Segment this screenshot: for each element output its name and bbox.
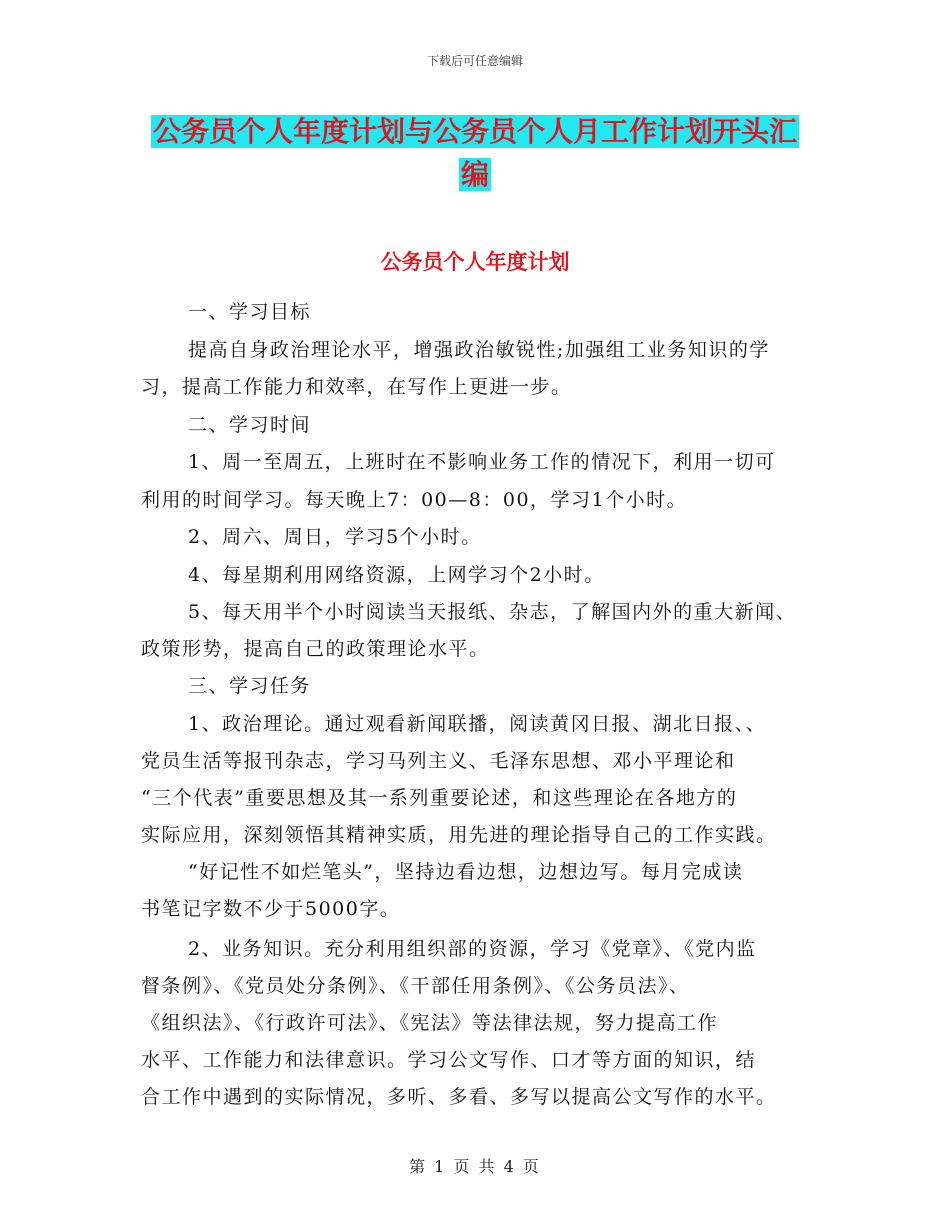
heading-study-tasks: 三、学习任务: [188, 675, 312, 697]
paragraph-line: 2、业务知识。充分利用组织部的资源，学习《党章》、《党内监: [188, 938, 757, 960]
section-subtitle: 公务员个人年度计划: [380, 250, 570, 274]
paragraph-line: 4、每星期利用网络资源，上网学习个2小时。: [188, 564, 605, 586]
paragraph-line: “三个代表”重要思想及其一系列重要论述，和这些理论在各地方的: [141, 787, 738, 809]
paragraph-line: 实际应用，深刻领悟其精神实质，用先进的理论指导自己的工作实践。: [141, 824, 777, 846]
paragraph-line: 党员生活等报刊杂志，学习马列主义、毛泽东思想、邓小平理论和: [141, 750, 736, 772]
header-note: 下载后可任意编辑: [426, 54, 523, 68]
paragraph-line: 5、每天用半个小时阅读当天报纸、杂志，了解国内外的重大新闻、: [188, 601, 797, 623]
paragraph-line: 合工作中遇到的实际情况，多听、多看、多写以提高公文写作的水平。: [141, 1086, 777, 1108]
paragraph-line: 水平、工作能力和法律意识。学习公文写作、口才等方面的知识，结: [141, 1049, 757, 1071]
paragraph-line: 政策形势，提高自己的政策理论水平。: [141, 638, 490, 660]
heading-study-time: 二、学习时间: [188, 414, 312, 436]
document-title-line-2: [0, 153, 950, 197]
title-highlight-1: 公务员个人年度计划与公务员个人月工作计划开头汇: [152, 115, 797, 148]
heading-study-goal: 一、学习目标: [188, 301, 312, 323]
page-number-footer: 第 1 页 共 4 页: [409, 1157, 541, 1176]
paragraph-line: 《组织法》、《行政许可法》、《宪法》等法律法规，努力提高工作: [141, 1012, 719, 1034]
paragraph-line: 书笔记字数不少于5000字。: [141, 898, 401, 920]
title-highlight-2: 编: [460, 158, 489, 191]
paragraph-line: “好记性不如烂笔头”，坚持边看边想，边想边写。每月完成读: [188, 861, 744, 883]
paragraph-line: 督条例》、《党员处分条例》、《干部任用条例》、《公务员法》、: [141, 975, 690, 997]
paragraph-line: 习，提高工作能力和效率，在写作上更进一步。: [141, 376, 572, 398]
document-title-line-1: [0, 110, 950, 154]
paragraph-line: 1、周一至周五，上班时在不影响业务工作的情况下，利用一切可: [188, 451, 776, 473]
paragraph-line: 1、政治理论。通过观看新闻联播，阅读黄冈日报、湖北日报、、: [188, 713, 767, 735]
paragraph-line: 利用的时间学习。每天晚上7：00—8：00，学习1个小时。: [141, 489, 688, 511]
paragraph-line: 提高自身政治理论水平，增强政治敏锐性;加强组工业务知识的学: [188, 339, 770, 361]
paragraph-line: 2、周六、周日，学习5个小时。: [188, 526, 482, 548]
